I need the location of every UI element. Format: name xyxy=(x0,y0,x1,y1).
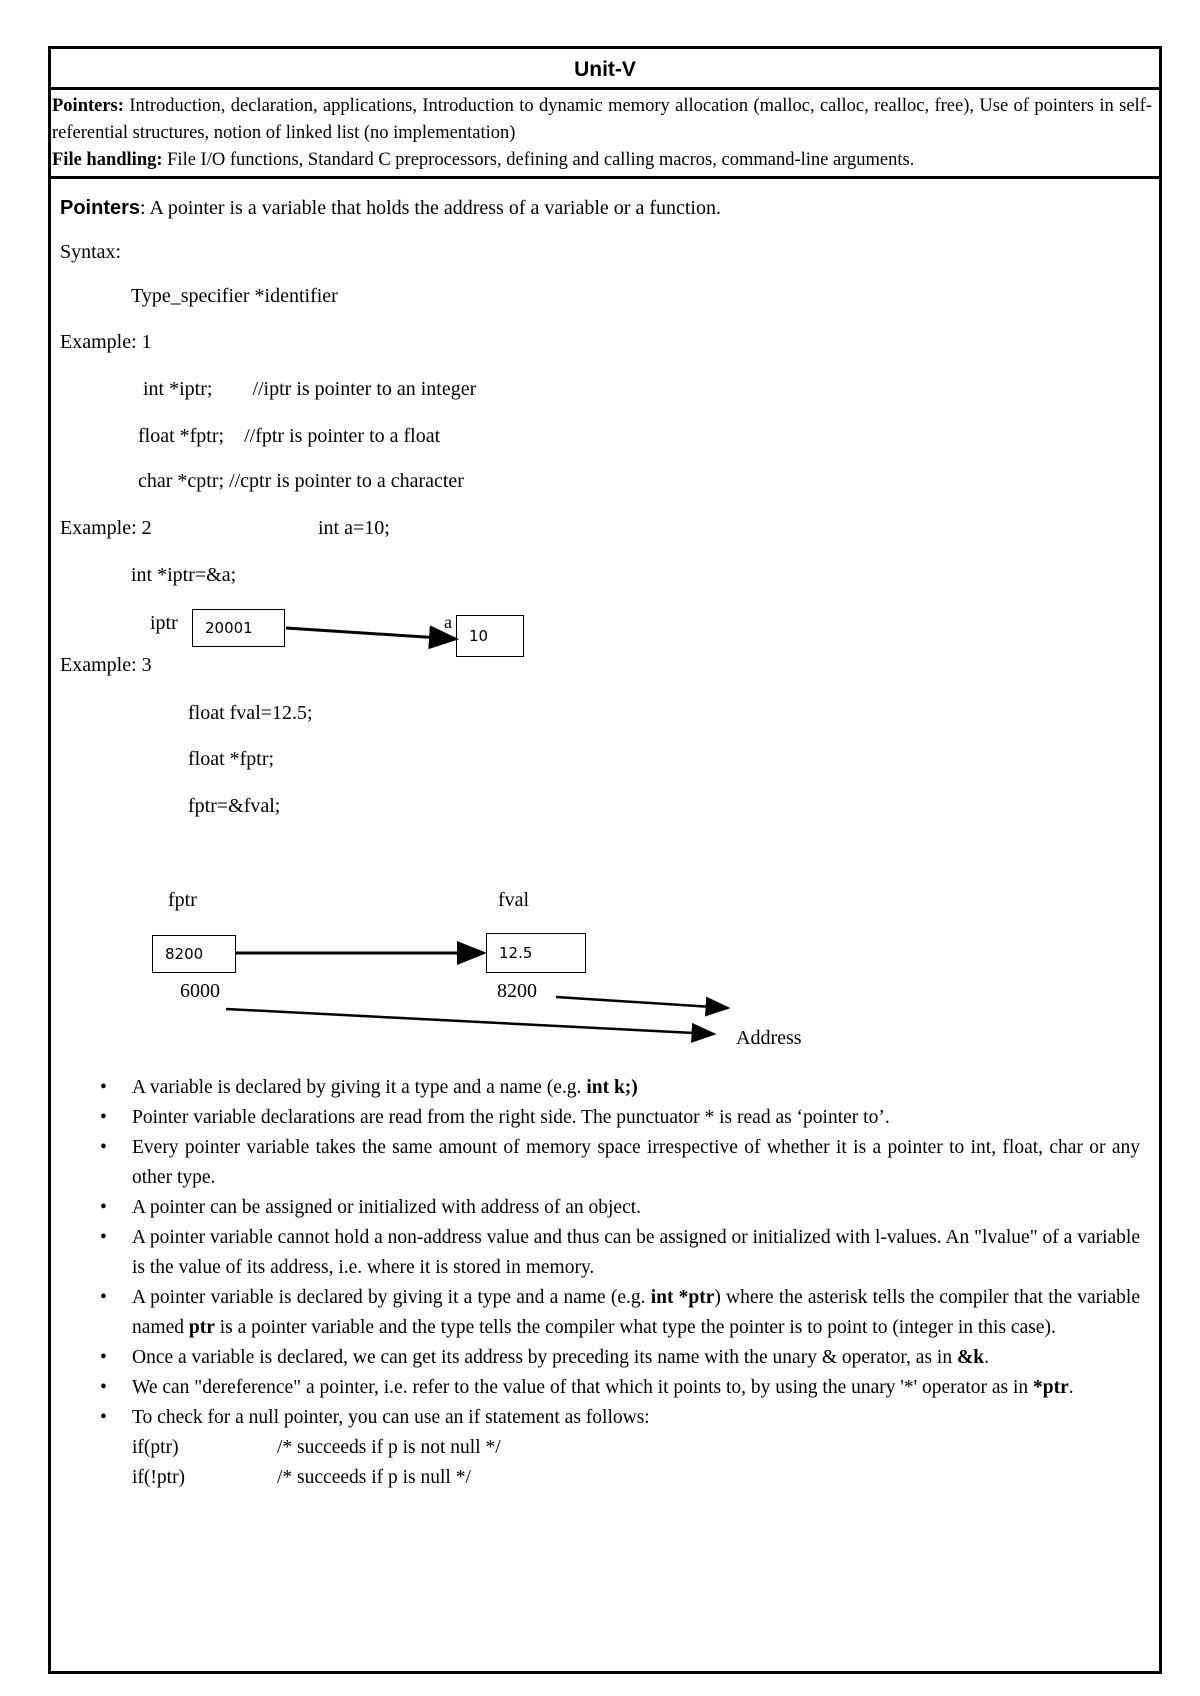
intro-label: Pointers xyxy=(60,197,141,219)
address-arrow xyxy=(226,1009,714,1034)
null-check-code: if(!ptr) /* succeeds if p is null */ xyxy=(132,1467,471,1488)
syntax: Type_specifier *identifier xyxy=(131,285,338,307)
example2-line: int *iptr=&a; xyxy=(131,564,237,586)
syllabus-pointers-label: Pointers: xyxy=(52,96,124,116)
example2-label: Example: 2 xyxy=(60,517,152,539)
list-item: • Every pointer variable takes the same amount of memory space irrespective of whether it is a pointer to int, float, char or any other type. xyxy=(100,1133,1140,1193)
a-label: a xyxy=(444,612,452,632)
fval-address: 8200 xyxy=(497,980,537,1002)
fptr-label: fptr xyxy=(168,889,197,911)
example1-label: Example: 1 xyxy=(60,331,152,353)
list-item: • A pointer can be assigned or initialized with address of an object. xyxy=(100,1193,1140,1223)
fptr-address: 6000 xyxy=(180,980,220,1002)
list-item: • A pointer variable cannot hold a non-address value and thus can be assigned or initialized with l-values. An "lvalue" of a variable is the value of its address, i.e. where it is stored in memory. xyxy=(100,1223,1140,1283)
unit-title: Unit-V xyxy=(574,58,636,81)
list-item: • We can "dereference" a pointer, i.e. refer to the value of that which it points to, by using the unary '*' operator as in *ptr. xyxy=(100,1373,1140,1403)
iptr-label: iptr xyxy=(150,612,178,634)
fptr-box: 8200 xyxy=(152,935,236,973)
example1-line: int *iptr; //iptr is pointer to an integer xyxy=(143,378,477,400)
list-item: • A pointer variable is declared by giving it a type and a name (e.g. int *ptr) where the asterisk tells the compiler that the variable named ptr is a pointer variable and the type tells the compiler what type the pointer is to point to (integer in this case). xyxy=(100,1283,1140,1343)
syllabus-file-text: File I/O functions, Standard C preprocessors, defining and calling macros, command-line arguments. xyxy=(162,150,915,170)
fval-box: 12.5 xyxy=(486,933,586,973)
null-check-code: if(ptr) /* succeeds if p is not null */ xyxy=(132,1437,501,1458)
intro-text: : A pointer is a variable that holds the address of a variable or a function. xyxy=(140,197,721,219)
syllabus-pointers-text: Introduction, declaration, applications, Introduction to dynamic memory allocation (malloc, calloc, realloc, free), Use of pointers in self-referential structures, notion of linked list (no implementation) xyxy=(52,96,1152,143)
example2-decl: int a=10; xyxy=(318,517,390,539)
iptr-box: 20001 xyxy=(192,609,285,647)
example3-line: fptr=&fval; xyxy=(188,795,281,817)
bullet-list xyxy=(100,1073,1140,1493)
example1-line: float *fptr; //fptr is pointer to a float xyxy=(138,425,441,447)
syllabus-file-label: File handling: xyxy=(52,150,163,170)
fval-label: fval xyxy=(498,889,530,911)
list-item: • A variable is declared by giving it a type and a name (e.g. int k;) xyxy=(100,1073,1140,1103)
list-item: • Pointer variable declarations are read from the right side. The punctuator * is read as ‘pointer to’. xyxy=(100,1103,1140,1133)
a-box: 10 xyxy=(456,615,524,657)
example3-label: Example: 3 xyxy=(60,654,152,676)
example3-line: float *fptr; xyxy=(188,748,275,770)
example1-line: char *cptr; //cptr is pointer to a character xyxy=(138,470,464,492)
list-item: • Once a variable is declared, we can get its address by preceding its name with the unary & operator, as in &k. xyxy=(100,1343,1140,1373)
list-item: • To check for a null pointer, you can use an if statement as follows: xyxy=(100,1403,1140,1433)
address-label: Address xyxy=(736,1027,802,1049)
syntax-label: Syntax: xyxy=(60,241,122,263)
iptr-arrow xyxy=(286,628,456,639)
address-arrow xyxy=(556,997,728,1008)
example3-line: float fval=12.5; xyxy=(188,702,313,724)
